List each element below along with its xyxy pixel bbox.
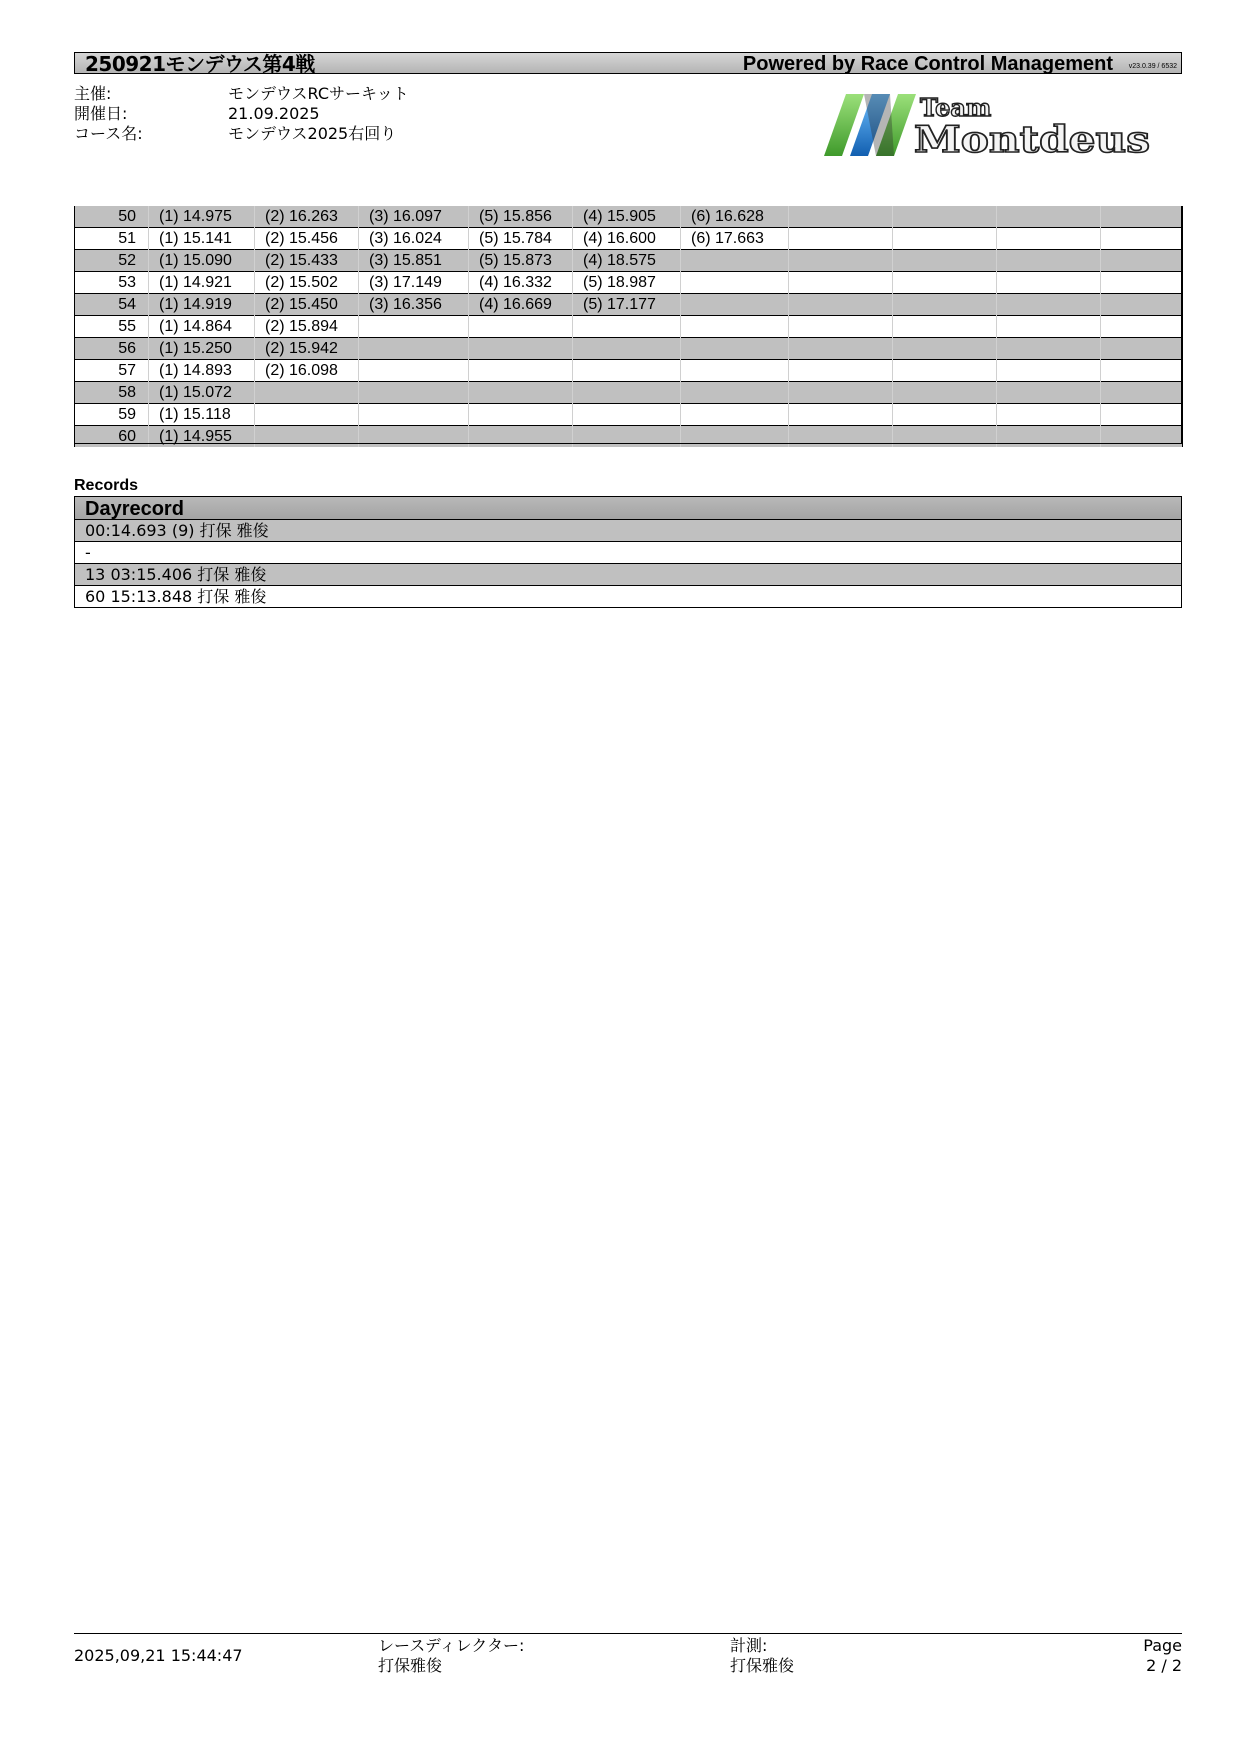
page-number: 2 / 2: [1146, 1656, 1182, 1675]
lap-time-cell: (1) 14.955: [149, 426, 255, 448]
table-row: [75, 338, 1183, 360]
lap-time-cell: (2) 15.456: [255, 228, 359, 250]
lap-time-cell: [997, 404, 1101, 426]
lap-time-cell: [893, 206, 997, 228]
lap-time-cell: [893, 316, 997, 338]
lap-time-cell: (5) 15.784: [469, 228, 573, 250]
lap-time-cell: (1) 15.141: [149, 228, 255, 250]
lap-time-cell: [997, 316, 1101, 338]
lap-time-cell: (5) 15.856: [469, 206, 573, 228]
lap-time-cell: (2) 15.450: [255, 294, 359, 316]
lap-time-cell: (1) 14.893: [149, 360, 255, 382]
lap-time-cell: [997, 228, 1101, 250]
lap-time-cell: [359, 426, 469, 448]
lap-time-cell: [893, 228, 997, 250]
lap-time-cell: [789, 272, 893, 294]
lap-time-cell: [789, 426, 893, 448]
lap-time-cell: (1) 15.118: [149, 404, 255, 426]
lap-time-cell: [1101, 206, 1183, 228]
lap-number: 57: [75, 360, 149, 382]
footer-timing: [730, 1636, 794, 1676]
lap-time-cell: [1101, 316, 1183, 338]
lap-time-cell: (2) 15.502: [255, 272, 359, 294]
record-line: 60 15:13.848 打保 雅俊: [85, 587, 267, 606]
lap-time-cell: [359, 382, 469, 404]
lap-time-cell: [997, 382, 1101, 404]
lap-time-cell: [681, 250, 789, 272]
lap-time-cell: (4) 15.905: [573, 206, 681, 228]
lap-time-cell: [1101, 228, 1183, 250]
lap-number: 60: [75, 426, 149, 448]
lap-time-cell: [255, 426, 359, 448]
lap-time-cell: [997, 338, 1101, 360]
lap-time-cell: (2) 15.894: [255, 316, 359, 338]
lap-time-cell: (2) 15.433: [255, 250, 359, 272]
lap-number: 59: [75, 404, 149, 426]
timing-name: 打保雅俊: [730, 1656, 795, 1675]
director-label: レースディレクター:: [378, 1636, 525, 1655]
logo-text-montdeus: Montdeus: [914, 119, 1150, 161]
lap-time-cell: (3) 16.097: [359, 206, 469, 228]
table-row: [75, 316, 1183, 338]
lap-time-cell: [789, 294, 893, 316]
lap-time-cell: [681, 360, 789, 382]
lap-number: 53: [75, 272, 149, 294]
lap-time-cell: (1) 15.250: [149, 338, 255, 360]
lap-time-cell: [681, 382, 789, 404]
lap-time-cell: (3) 17.149: [359, 272, 469, 294]
records-heading: Records: [74, 477, 139, 494]
lap-time-cell: (2) 16.098: [255, 360, 359, 382]
lap-time-cell: [997, 272, 1101, 294]
lap-time-cell: [997, 426, 1101, 448]
table-row: [75, 228, 1183, 250]
lap-time-cell: [893, 272, 997, 294]
lap-time-cell: (5) 18.987: [573, 272, 681, 294]
record-line: -: [75, 542, 1181, 564]
lap-time-cell: (4) 16.332: [469, 272, 573, 294]
lap-time-cell: [681, 426, 789, 448]
lap-time-cell: [469, 404, 573, 426]
lap-time-cell: [893, 360, 997, 382]
lap-time-cell: [1101, 338, 1183, 360]
table-row: [75, 272, 1183, 294]
lap-time-cell: [789, 382, 893, 404]
lap-time-cell: (1) 14.921: [149, 272, 255, 294]
lap-time-cell: [359, 338, 469, 360]
lap-number: 54: [75, 294, 149, 316]
lap-time-cell: [1101, 426, 1183, 448]
dayrecord-header: Dayrecord: [75, 497, 1181, 520]
lap-time-cell: [469, 338, 573, 360]
lap-time-cell: [789, 228, 893, 250]
lap-time-cell: [573, 316, 681, 338]
lap-time-cell: [573, 426, 681, 448]
lap-number: 52: [75, 250, 149, 272]
lap-time-cell: [997, 206, 1101, 228]
lap-time-cell: [681, 338, 789, 360]
lap-time-cell: [1101, 382, 1183, 404]
lap-time-cell: [893, 382, 997, 404]
lap-time-cell: (2) 15.942: [255, 338, 359, 360]
lap-time-cell: [359, 404, 469, 426]
lap-time-cell: [1101, 294, 1183, 316]
lap-time-cell: [789, 316, 893, 338]
lap-time-cell: (6) 16.628: [681, 206, 789, 228]
lap-time-cell: [893, 250, 997, 272]
lap-time-cell: [573, 404, 681, 426]
lap-time-cell: [681, 404, 789, 426]
table-row: [75, 206, 1183, 228]
lap-time-cell: [573, 360, 681, 382]
director-name: 打保雅俊: [378, 1656, 443, 1675]
lap-time-cell: [789, 404, 893, 426]
lap-time-cell: [997, 294, 1101, 316]
meta-value: モンデウスRCサーキット: [228, 84, 409, 103]
lap-number: 51: [75, 228, 149, 250]
lap-time-cell: [789, 338, 893, 360]
table-row: [75, 294, 1183, 316]
records-box: [74, 496, 1182, 608]
lap-time-cell: [469, 382, 573, 404]
table-row: [75, 426, 1183, 448]
lap-number: 55: [75, 316, 149, 338]
footer-datetime: 2025,09,21 15:44:47: [74, 1646, 243, 1665]
lap-time-cell: [359, 316, 469, 338]
lap-time-cell: [789, 360, 893, 382]
lap-time-cell: [469, 360, 573, 382]
lap-time-cell: (5) 15.873: [469, 250, 573, 272]
lap-time-cell: [573, 338, 681, 360]
lap-time-cell: (1) 14.864: [149, 316, 255, 338]
lap-time-cell: (4) 16.600: [573, 228, 681, 250]
lap-time-cell: (4) 18.575: [573, 250, 681, 272]
lap-time-cell: (3) 15.851: [359, 250, 469, 272]
record-line: 13 03:15.406 打保 雅俊: [75, 564, 1181, 586]
lap-time-cell: (1) 14.975: [149, 206, 255, 228]
record-line: 00:14.693 (9) 打保 雅俊: [75, 520, 1181, 542]
timing-label: 計測:: [730, 1636, 768, 1655]
lap-time-cell: (1) 14.919: [149, 294, 255, 316]
header-bar: [74, 52, 1182, 74]
lap-times-table: [74, 206, 1183, 447]
lap-time-cell: (3) 16.024: [359, 228, 469, 250]
table-row: [75, 360, 1183, 382]
powered-by: Powered by Race Control Management: [742, 53, 1113, 75]
meta-value: モンデウス2025右回り: [228, 124, 397, 143]
lap-time-cell: [255, 382, 359, 404]
version-label: v23.0.39 / 6532: [1128, 63, 1177, 70]
meta-key: 主催:: [74, 84, 112, 103]
lap-time-cell: [1101, 404, 1183, 426]
footer-page: [1100, 1636, 1182, 1676]
lap-time-cell: (3) 16.356: [359, 294, 469, 316]
meta-value: 21.09.2025: [228, 104, 320, 123]
lap-time-cell: [573, 382, 681, 404]
lap-time-cell: (2) 16.263: [255, 206, 359, 228]
lap-time-cell: [1101, 360, 1183, 382]
lap-time-cell: (5) 17.177: [573, 294, 681, 316]
lap-time-cell: [997, 250, 1101, 272]
meta-key: コース名:: [74, 124, 143, 143]
lap-time-cell: (6) 17.663: [681, 228, 789, 250]
footer-divider: [74, 1633, 1182, 1634]
meta-key: 開催日:: [74, 104, 128, 123]
lap-number: 58: [75, 382, 149, 404]
event-title: 250921モンデウス第4戦: [85, 52, 315, 76]
lap-time-cell: [789, 250, 893, 272]
lap-time-cell: [469, 316, 573, 338]
lap-time-cell: [359, 360, 469, 382]
lap-number: 50: [75, 206, 149, 228]
table-row: [75, 404, 1183, 426]
lap-time-cell: [893, 338, 997, 360]
team-montdeus-logo: [824, 90, 1164, 162]
table-row: [75, 382, 1183, 404]
lap-time-cell: [255, 404, 359, 426]
lap-time-cell: [469, 426, 573, 448]
lap-time-cell: [997, 360, 1101, 382]
logo-text-team: Team: [920, 93, 992, 122]
footer-director: [378, 1636, 524, 1676]
lap-time-cell: [681, 294, 789, 316]
lap-time-cell: [893, 404, 997, 426]
lap-time-cell: [681, 272, 789, 294]
lap-time-cell: [789, 206, 893, 228]
lap-time-cell: (1) 15.090: [149, 250, 255, 272]
lap-time-cell: [1101, 250, 1183, 272]
lap-time-cell: (1) 15.072: [149, 382, 255, 404]
page-label: Page: [1143, 1636, 1182, 1655]
lap-number: 56: [75, 338, 149, 360]
lap-time-cell: [1101, 272, 1183, 294]
lap-time-cell: [893, 294, 997, 316]
table-row: [75, 250, 1183, 272]
lap-time-cell: (4) 16.669: [469, 294, 573, 316]
lap-time-cell: [681, 316, 789, 338]
lap-time-cell: [893, 426, 997, 448]
